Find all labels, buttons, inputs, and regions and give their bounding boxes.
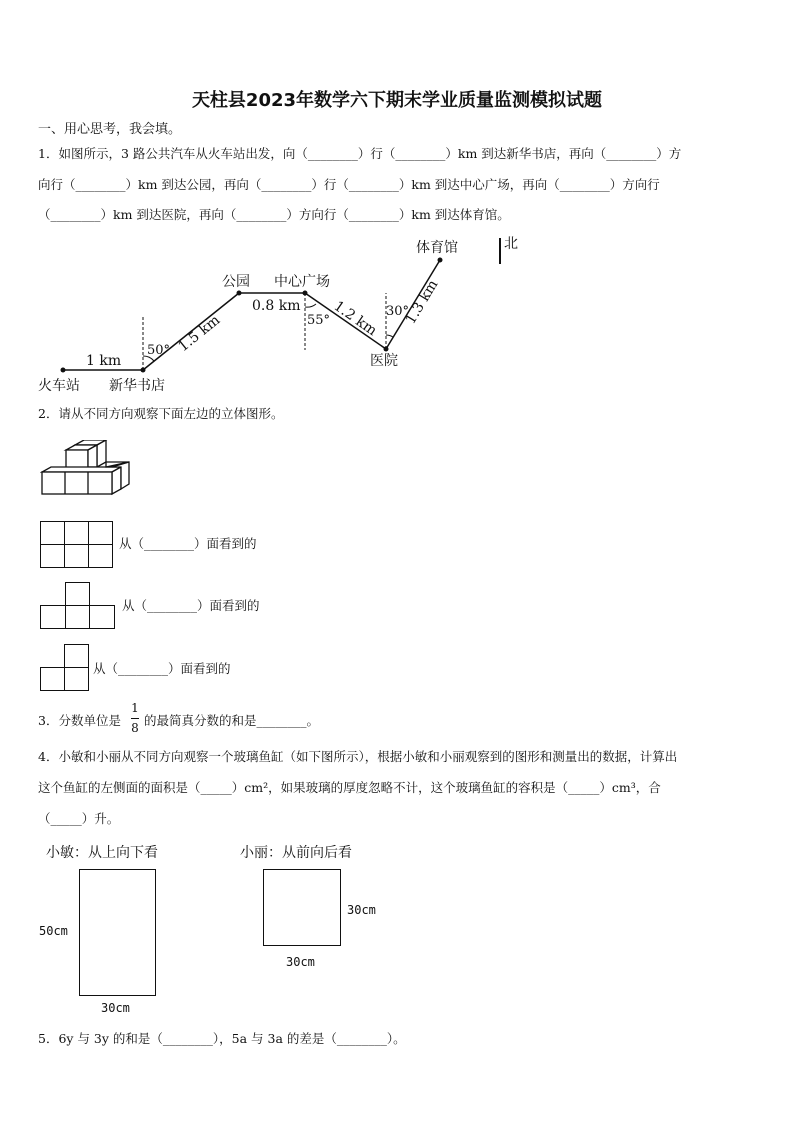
q4-line1: 4．小敏和小丽从不同方向观察一个玻璃鱼缸（如下图所示），根据小敏和小丽观察到的图形和测量出的数据，计算出 bbox=[38, 749, 678, 764]
cube-figure bbox=[40, 440, 140, 500]
place-station: 火车站 bbox=[38, 378, 80, 394]
q3-fraction-bar bbox=[131, 718, 139, 719]
dist-2: 1.5 km bbox=[175, 312, 224, 356]
dist-3: 0.8 km bbox=[252, 298, 301, 314]
page-title: 天柱县2023年数学六下期末学业质量监测模拟试题 bbox=[191, 90, 603, 111]
dim-height-top: 50cm bbox=[39, 924, 68, 938]
place-park: 公园 bbox=[222, 274, 250, 290]
q2-text: 2．请从不同方向观察下面左边的立体图形。 bbox=[38, 406, 284, 421]
view1-label: 从（________）面看到的 bbox=[119, 536, 257, 551]
place-hospital: 医院 bbox=[370, 353, 398, 369]
north-label: 北 bbox=[504, 236, 518, 252]
xiaomin-label: 小敏：从上向下看 bbox=[46, 845, 158, 861]
place-plaza: 中心广场 bbox=[274, 274, 330, 290]
section-heading: 一、用心思考，我会填。 bbox=[38, 122, 182, 137]
view3-label: 从（________）面看到的 bbox=[93, 661, 231, 676]
front-view-rect bbox=[263, 869, 341, 946]
place-gym: 体育馆 bbox=[416, 240, 458, 256]
view2-label: 从（________）面看到的 bbox=[122, 598, 260, 613]
q1-line2: 向行（________）km 到达公园，再向（________）行（________）km 到达中心广场，再向（________）方向行 bbox=[38, 177, 660, 192]
q1-line1: 1．如图所示，3 路公共汽车从火车站出发，向（________）行（________）km 到达新华书店，再向（________）方 bbox=[38, 146, 682, 161]
q5-text: 5．6y 与 3y 的和是（________），5a 与 3a 的差是（________）。 bbox=[38, 1031, 406, 1046]
dim-width-top: 30cm bbox=[101, 1001, 130, 1015]
dist-1: 1 km bbox=[86, 353, 122, 369]
dim-height-front: 30cm bbox=[347, 903, 376, 917]
angle-55: 55° bbox=[307, 313, 331, 328]
q3-numerator: 1 bbox=[131, 701, 139, 715]
q4-line2: 这个鱼缸的左侧面的面积是（_____）cm²，如果玻璃的厚度忽略不计，这个玻璃鱼缸的容积是（_____）cm³，合 bbox=[38, 780, 661, 795]
place-bookstore: 新华书店 bbox=[109, 378, 165, 394]
q4-line3: （_____）升。 bbox=[38, 811, 120, 826]
view-grid-3 bbox=[40, 644, 90, 690]
view-grid-1 bbox=[40, 521, 112, 567]
route-map bbox=[30, 230, 550, 400]
q3-denominator: 8 bbox=[131, 721, 139, 735]
dist-5: 1.3 km bbox=[402, 277, 442, 328]
angle-50: 50° bbox=[147, 343, 171, 358]
top-view-rect bbox=[79, 869, 156, 996]
xiaoli-label: 小丽：从前向后看 bbox=[240, 845, 352, 861]
dist-4: 1.2 km bbox=[330, 298, 380, 340]
dim-width-front: 30cm bbox=[286, 955, 315, 969]
angle-30: 30° bbox=[386, 304, 410, 319]
view-grid-2 bbox=[40, 582, 116, 628]
q3-prefix: 3．分数单位是 bbox=[38, 713, 121, 728]
q1-line3: （________）km 到达医院，再向（________）方向行（________）km 到达体育馆。 bbox=[38, 207, 510, 222]
q3-suffix: 的最简真分数的和是________。 bbox=[144, 713, 320, 728]
